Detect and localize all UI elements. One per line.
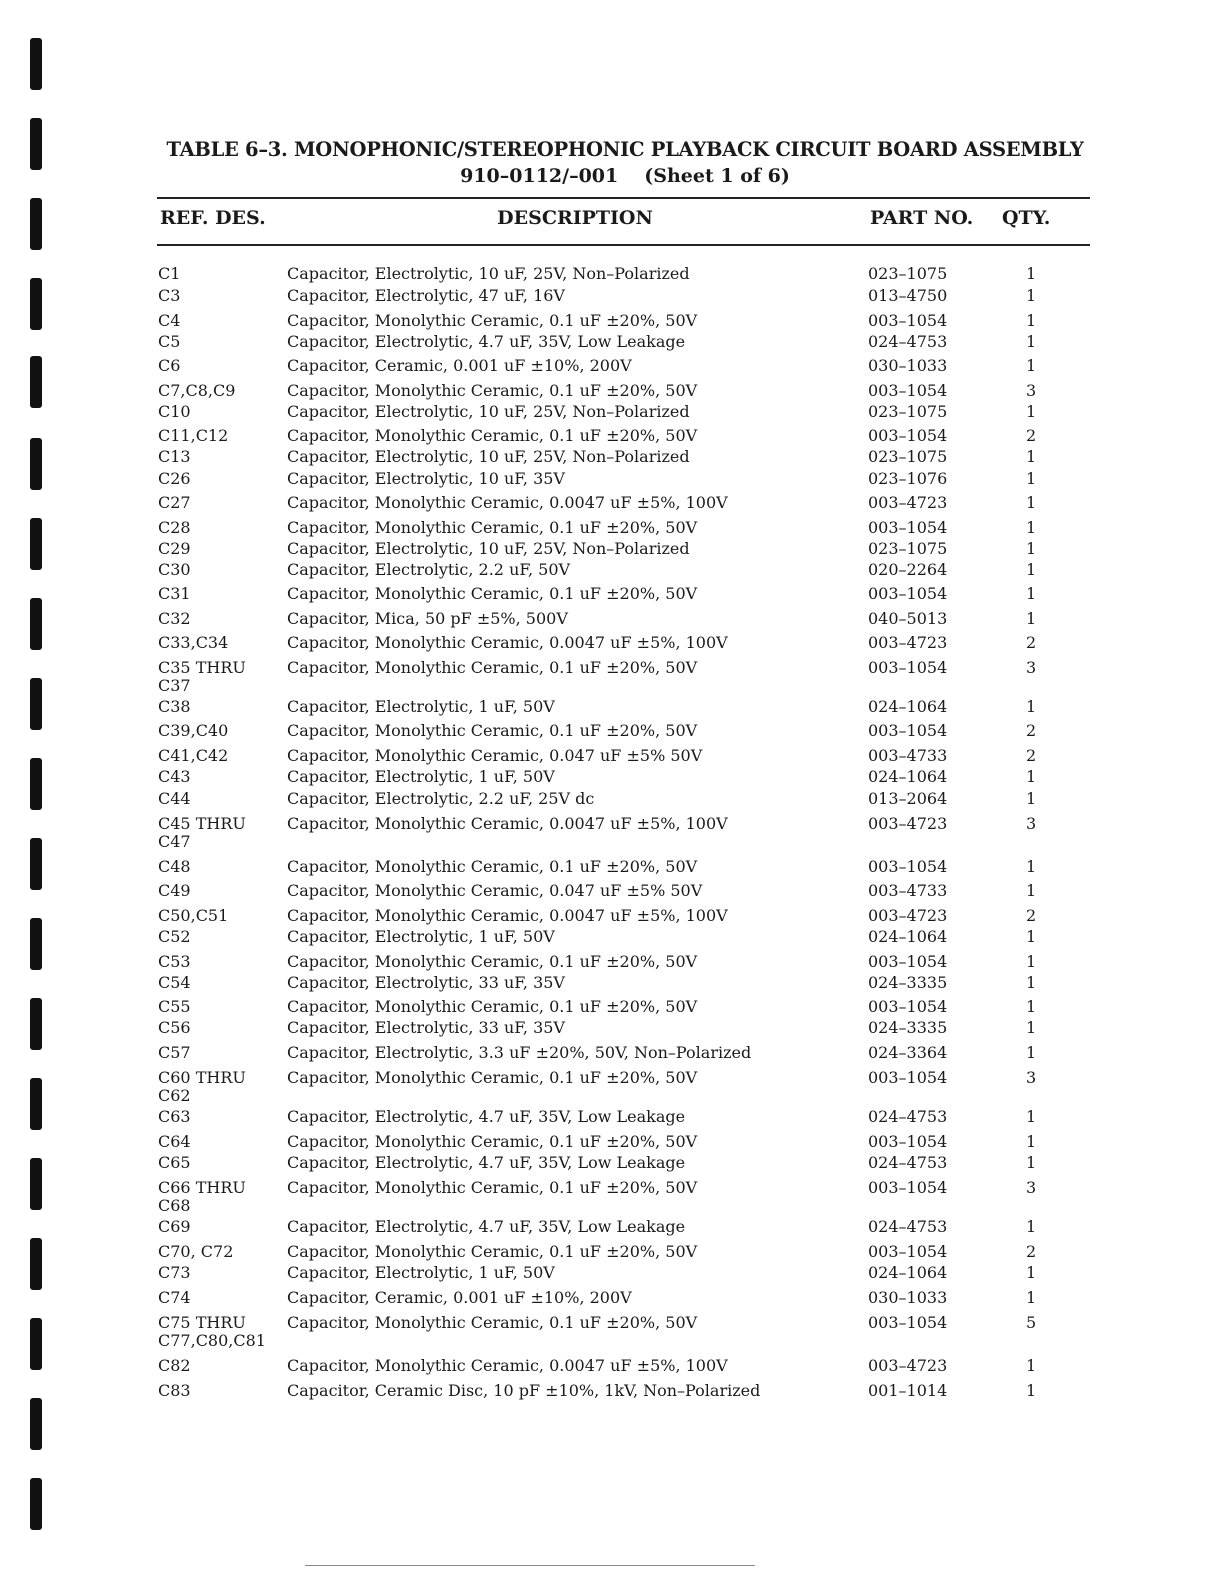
qty-cell: 1	[1026, 1018, 1037, 1037]
description-cell: Capacitor, Ceramic Disc, 10 pF ±10%, 1kV, Non–Polarized	[287, 1381, 761, 1400]
description-cell: Capacitor, Electrolytic, 33 uF, 35V	[287, 973, 565, 992]
description-cell: Capacitor, Electrolytic, 47 uF, 16V	[287, 286, 565, 305]
qty-cell: 2	[1026, 746, 1037, 765]
description-cell: Capacitor, Electrolytic, 2.2 uF, 50V	[287, 560, 571, 579]
description-cell: Capacitor, Ceramic, 0.001 uF ±10%, 200V	[287, 356, 632, 375]
ref-des-cell: C49	[158, 881, 191, 900]
qty-cell: 1	[1026, 447, 1037, 466]
part-number-cell: 024–4753	[868, 332, 948, 351]
description-cell: Capacitor, Electrolytic, 1 uF, 50V	[287, 1263, 555, 1282]
ref-des-cell: C55	[158, 997, 191, 1016]
description-cell: Capacitor, Monolythic Ceramic, 0.1 uF ±20%, 50V	[287, 1068, 698, 1087]
part-number-cell: 024–1064	[868, 697, 948, 716]
description-cell: Capacitor, Monolythic Ceramic, 0.1 uF ±20%, 50V	[287, 1313, 698, 1332]
ref-des-cell: C64	[158, 1132, 191, 1151]
part-number-cell: 003–1054	[868, 1132, 948, 1151]
part-number-cell: 023–1076	[868, 469, 948, 488]
ref-des-cell: C48	[158, 857, 191, 876]
ref-des-cell: C75 THRU C77,C80,C81	[158, 1313, 266, 1350]
part-number-cell: 003–1054	[868, 1178, 948, 1197]
ref-des-cell: C35 THRU C37	[158, 658, 246, 695]
description-cell: Capacitor, Monolythic Ceramic, 0.1 uF ±20%, 50V	[287, 857, 698, 876]
ref-des-cell: C69	[158, 1217, 191, 1236]
description-cell: Capacitor, Electrolytic, 4.7 uF, 35V, Low Leakage	[287, 1217, 686, 1236]
description-cell: Capacitor, Monolythic Ceramic, 0.1 uF ±20%, 50V	[287, 1178, 698, 1197]
description-cell: Capacitor, Electrolytic, 4.7 uF, 35V, Low Leakage	[287, 1107, 686, 1126]
description-cell: Capacitor, Monolythic Ceramic, 0.1 uF ±20%, 50V	[287, 658, 698, 677]
ref-des-cell: C82	[158, 1356, 191, 1375]
ref-des-cell: C4	[158, 311, 181, 330]
part-number-cell: 023–1075	[868, 447, 948, 466]
ref-des-cell: C50,C51	[158, 906, 229, 925]
qty-cell: 1	[1026, 539, 1037, 558]
description-cell: Capacitor, Electrolytic, 10 uF, 25V, Non–Polarized	[287, 264, 690, 283]
part-number-cell: 024–4753	[868, 1153, 948, 1172]
part-number-cell: 003–4733	[868, 881, 948, 900]
ref-des-cell: C83	[158, 1381, 191, 1400]
description-cell: Capacitor, Monolythic Ceramic, 0.0047 uF ±5%, 100V	[287, 1356, 728, 1375]
ref-des-cell: C41,C42	[158, 746, 229, 765]
part-number-cell: 003–1054	[868, 426, 948, 445]
ref-des-cell: C60 THRU C62	[158, 1068, 246, 1105]
ref-des-cell: C44	[158, 789, 191, 808]
description-cell: Capacitor, Electrolytic, 10 uF, 25V, Non–Polarized	[287, 539, 690, 558]
description-cell: Capacitor, Monolythic Ceramic, 0.0047 uF ±5%, 100V	[287, 493, 728, 512]
qty-cell: 1	[1026, 973, 1037, 992]
qty-cell: 3	[1026, 814, 1037, 833]
qty-cell: 3	[1026, 381, 1037, 400]
ref-des-cell: C3	[158, 286, 181, 305]
description-cell: Capacitor, Electrolytic, 4.7 uF, 35V, Low Leakage	[287, 1153, 686, 1172]
description-cell: Capacitor, Monolythic Ceramic, 0.0047 uF ±5%, 100V	[287, 633, 728, 652]
column-header-qty: QTY.	[1002, 207, 1051, 229]
description-cell: Capacitor, Monolythic Ceramic, 0.1 uF ±20%, 50V	[287, 584, 698, 603]
part-number-cell: 024–1064	[868, 1263, 948, 1282]
qty-cell: 1	[1026, 881, 1037, 900]
ref-des-cell: C63	[158, 1107, 191, 1126]
ref-des-cell: C73	[158, 1263, 191, 1282]
part-number-cell: 024–4753	[868, 1107, 948, 1126]
part-number-cell: 024–1064	[868, 767, 948, 786]
description-cell: Capacitor, Monolythic Ceramic, 0.0047 uF ±5%, 100V	[287, 906, 728, 925]
part-number-cell: 003–1054	[868, 1068, 948, 1087]
part-number-cell: 003–4723	[868, 1356, 948, 1375]
part-number-cell: 003–1054	[868, 381, 948, 400]
qty-cell: 1	[1026, 311, 1037, 330]
ref-des-cell: C31	[158, 584, 191, 603]
ref-des-cell: C29	[158, 539, 191, 558]
qty-cell: 1	[1026, 286, 1037, 305]
qty-cell: 1	[1026, 1107, 1037, 1126]
qty-cell: 1	[1026, 857, 1037, 876]
qty-cell: 1	[1026, 469, 1037, 488]
part-number-cell: 023–1075	[868, 539, 948, 558]
part-number-cell: 003–4723	[868, 906, 948, 925]
ref-des-cell: C7,C8,C9	[158, 381, 236, 400]
description-cell: Capacitor, Electrolytic, 1 uF, 50V	[287, 697, 555, 716]
part-number-cell: 003–1054	[868, 952, 948, 971]
table-title-line: TABLE 6–3. MONOPHONIC/STEREOPHONIC PLAYBACK CIRCUIT BOARD ASSEMBLY	[166, 138, 1084, 161]
part-number-cell: 013–4750	[868, 286, 948, 305]
part-number-cell: 003–1054	[868, 311, 948, 330]
qty-cell: 1	[1026, 1153, 1037, 1172]
part-number-cell: 024–3335	[868, 973, 948, 992]
qty-cell: 2	[1026, 633, 1037, 652]
qty-cell: 1	[1026, 1263, 1037, 1282]
qty-cell: 1	[1026, 1381, 1037, 1400]
description-cell: Capacitor, Electrolytic, 10 uF, 35V	[287, 469, 565, 488]
part-number-cell: 003–1054	[868, 518, 948, 537]
qty-cell: 2	[1026, 1242, 1037, 1261]
qty-cell: 1	[1026, 697, 1037, 716]
ref-des-cell: C13	[158, 447, 191, 466]
description-cell: Capacitor, Monolythic Ceramic, 0.1 uF ±20%, 50V	[287, 426, 698, 445]
part-number-cell: 001–1014	[868, 1381, 948, 1400]
part-number-cell: 024–1064	[868, 927, 948, 946]
ref-des-cell: C54	[158, 973, 191, 992]
description-cell: Capacitor, Mica, 50 pF ±5%, 500V	[287, 609, 568, 628]
ref-des-cell: C52	[158, 927, 191, 946]
qty-cell: 2	[1026, 721, 1037, 740]
ref-des-cell: C32	[158, 609, 191, 628]
part-number-cell: 020–2264	[868, 560, 948, 579]
sheet-number: (Sheet 1 of 6)	[644, 165, 790, 187]
description-cell: Capacitor, Monolythic Ceramic, 0.1 uF ±20%, 50V	[287, 1132, 698, 1151]
qty-cell: 1	[1026, 927, 1037, 946]
ref-des-cell: C5	[158, 332, 181, 351]
part-number-cell: 003–1054	[868, 857, 948, 876]
part-number-cell: 023–1075	[868, 402, 948, 421]
column-header-description: DESCRIPTION	[497, 207, 653, 229]
part-number-cell: 024–3335	[868, 1018, 948, 1037]
description-cell: Capacitor, Monolythic Ceramic, 0.047 uF ±5% 50V	[287, 746, 703, 765]
description-cell: Capacitor, Electrolytic, 4.7 uF, 35V, Low Leakage	[287, 332, 686, 351]
qty-cell: 1	[1026, 560, 1037, 579]
description-cell: Capacitor, Monolythic Ceramic, 0.1 uF ±20%, 50V	[287, 381, 698, 400]
part-number-cell: 030–1033	[868, 1288, 948, 1307]
part-number-cell: 003–1054	[868, 721, 948, 740]
qty-cell: 1	[1026, 767, 1037, 786]
part-number-cell: 024–4753	[868, 1217, 948, 1236]
ref-des-cell: C65	[158, 1153, 191, 1172]
part-number-cell: 003–1054	[868, 584, 948, 603]
description-cell: Capacitor, Electrolytic, 3.3 uF ±20%, 50V, Non–Polarized	[287, 1043, 752, 1062]
part-number-cell: 030–1033	[868, 356, 948, 375]
description-cell: Capacitor, Monolythic Ceramic, 0.1 uF ±20%, 50V	[287, 311, 698, 330]
description-cell: Capacitor, Electrolytic, 2.2 uF, 25V dc	[287, 789, 595, 808]
column-header-part-no: PART NO.	[870, 207, 974, 229]
part-number-cell: 003–4733	[868, 746, 948, 765]
part-number-cell: 003–4723	[868, 814, 948, 833]
part-number-cell: 003–1054	[868, 1313, 948, 1332]
qty-cell: 1	[1026, 1043, 1037, 1062]
page-bottom-rule	[305, 1565, 755, 1566]
description-cell: Capacitor, Ceramic, 0.001 uF ±10%, 200V	[287, 1288, 632, 1307]
part-number-cell: 003–1054	[868, 997, 948, 1016]
ref-des-cell: C56	[158, 1018, 191, 1037]
description-cell: Capacitor, Monolythic Ceramic, 0.047 uF ±5% 50V	[287, 881, 703, 900]
description-cell: Capacitor, Monolythic Ceramic, 0.0047 uF ±5%, 100V	[287, 814, 728, 833]
part-number-cell: 003–4723	[868, 493, 948, 512]
description-cell: Capacitor, Monolythic Ceramic, 0.1 uF ±20%, 50V	[287, 1242, 698, 1261]
part-number-cell: 040–5013	[868, 609, 948, 628]
description-cell: Capacitor, Electrolytic, 1 uF, 50V	[287, 927, 555, 946]
qty-cell: 1	[1026, 493, 1037, 512]
ref-des-cell: C74	[158, 1288, 191, 1307]
description-cell: Capacitor, Monolythic Ceramic, 0.1 uF ±20%, 50V	[287, 952, 698, 971]
qty-cell: 1	[1026, 1132, 1037, 1151]
assembly-number: 910–0112/–001	[460, 165, 619, 187]
qty-cell: 3	[1026, 1068, 1037, 1087]
qty-cell: 1	[1026, 1288, 1037, 1307]
qty-cell: 1	[1026, 402, 1037, 421]
qty-cell: 1	[1026, 356, 1037, 375]
part-number-cell: 013–2064	[868, 789, 948, 808]
ref-des-cell: C10	[158, 402, 191, 421]
ref-des-cell: C66 THRU C68	[158, 1178, 246, 1215]
column-header-ref-des: REF. DES.	[160, 207, 266, 229]
qty-cell: 3	[1026, 1178, 1037, 1197]
qty-cell: 2	[1026, 906, 1037, 925]
description-cell: Capacitor, Electrolytic, 33 uF, 35V	[287, 1018, 565, 1037]
qty-cell: 3	[1026, 658, 1037, 677]
ref-des-cell: C70, C72	[158, 1242, 234, 1261]
qty-cell: 5	[1026, 1313, 1037, 1332]
ref-des-cell: C27	[158, 493, 191, 512]
description-cell: Capacitor, Electrolytic, 10 uF, 25V, Non–Polarized	[287, 402, 690, 421]
ref-des-cell: C30	[158, 560, 191, 579]
description-cell: Capacitor, Monolythic Ceramic, 0.1 uF ±20%, 50V	[287, 997, 698, 1016]
part-number-cell: 024–3364	[868, 1043, 948, 1062]
qty-cell: 1	[1026, 518, 1037, 537]
qty-cell: 1	[1026, 332, 1037, 351]
qty-cell: 1	[1026, 1356, 1037, 1375]
ref-des-cell: C26	[158, 469, 191, 488]
description-cell: Capacitor, Monolythic Ceramic, 0.1 uF ±20%, 50V	[287, 518, 698, 537]
part-number-cell: 003–4723	[868, 633, 948, 652]
qty-cell: 1	[1026, 609, 1037, 628]
ref-des-cell: C6	[158, 356, 181, 375]
ref-des-cell: C53	[158, 952, 191, 971]
part-number-cell: 023–1075	[868, 264, 948, 283]
ref-des-cell: C45 THRU C47	[158, 814, 246, 851]
ref-des-cell: C38	[158, 697, 191, 716]
ref-des-cell: C39,C40	[158, 721, 229, 740]
ref-des-cell: C28	[158, 518, 191, 537]
qty-cell: 1	[1026, 1217, 1037, 1236]
ref-des-cell: C43	[158, 767, 191, 786]
qty-cell: 1	[1026, 997, 1037, 1016]
qty-cell: 1	[1026, 264, 1037, 283]
part-number-cell: 003–1054	[868, 658, 948, 677]
qty-cell: 1	[1026, 584, 1037, 603]
ref-des-cell: C11,C12	[158, 426, 229, 445]
description-cell: Capacitor, Electrolytic, 10 uF, 25V, Non–Polarized	[287, 447, 690, 466]
qty-cell: 1	[1026, 952, 1037, 971]
description-cell: Capacitor, Electrolytic, 1 uF, 50V	[287, 767, 555, 786]
description-cell: Capacitor, Monolythic Ceramic, 0.1 uF ±20%, 50V	[287, 721, 698, 740]
qty-cell: 1	[1026, 789, 1037, 808]
ref-des-cell: C1	[158, 264, 181, 283]
ref-des-cell: C57	[158, 1043, 191, 1062]
qty-cell: 2	[1026, 426, 1037, 445]
part-number-cell: 003–1054	[868, 1242, 948, 1261]
ref-des-cell: C33,C34	[158, 633, 229, 652]
